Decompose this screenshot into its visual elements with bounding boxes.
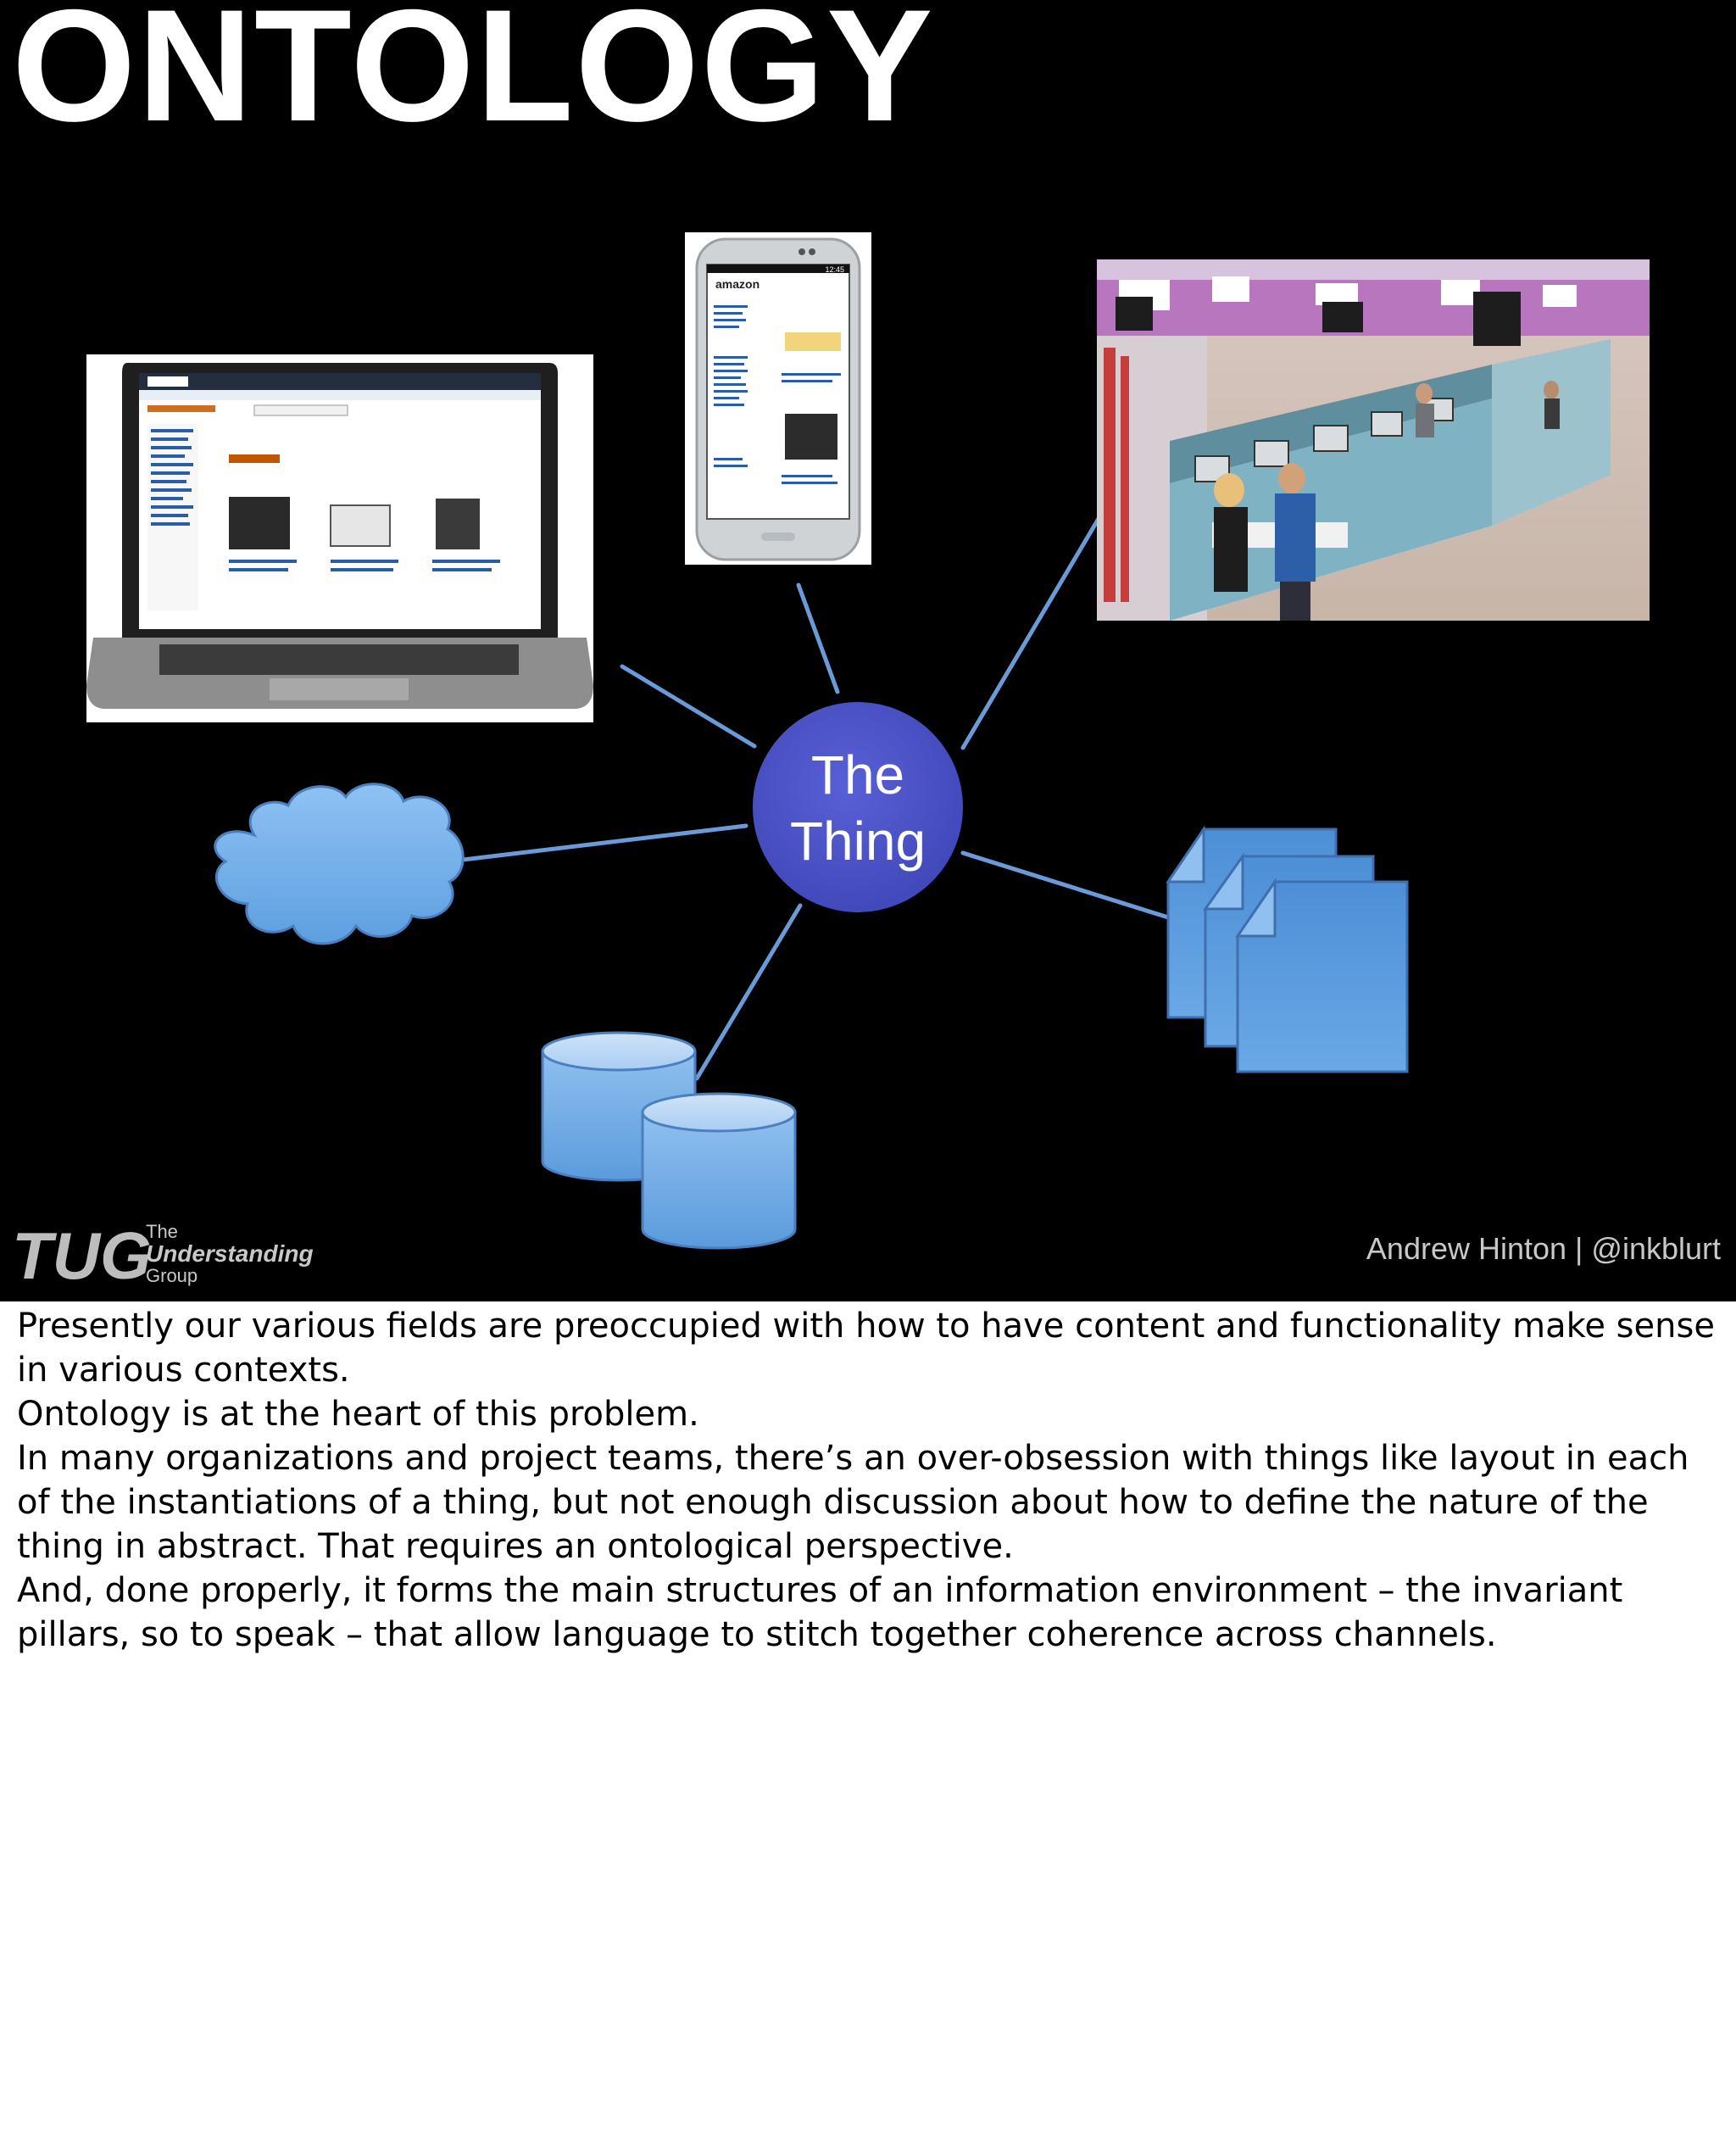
logo-the: The [146,1221,178,1242]
documents-icon [1168,828,1407,1072]
phone-icon [685,232,871,565]
connector-documents [963,853,1168,917]
logo-understanding: Understanding [146,1240,314,1267]
connector-phone [798,585,837,692]
hub-label: The Thing [789,744,926,872]
notes-paragraph: And, done properly, it forms the main structures of an information environment – the invariant pillars, so to speak – that allow language to stitch together coherence across channels. [17,1571,1623,1654]
slide-title: ONTOLOGY [12,0,935,154]
tug-logo-icon [12,1218,152,1293]
connector-database [697,906,800,1078]
notes-paragraph: Ontology is at the heart of this problem. [17,1395,699,1434]
notes-paragraph: Presently our various fields are preoccupied with how to have content and functionality make sense in various contexts. [17,1307,1715,1390]
notes-paragraph: In many organizations and project teams, there’s an over-obsession with things like layout in each of the instantiations of a thing, but not enough discussion about how to define the nature of the thing in abstract. That requires an ontological perspective. [17,1439,1689,1566]
phone-status-time: 12:45 [825,265,844,274]
connector-store [963,517,1099,748]
cloud-icon [215,784,463,944]
store-photo [1097,259,1650,621]
phone-brand: amazon [715,277,760,291]
author-credit: Andrew Hinton | @inkblurt [1366,1231,1721,1266]
logo-group: Group [146,1265,198,1286]
speaker-notes [17,1304,1721,1657]
database-icon [542,1033,795,1248]
connector-cloud [456,826,746,861]
connector-laptop [622,666,754,746]
laptop-icon [86,354,593,722]
logo-wordmark [146,1223,314,1285]
logo-mark: TUG [12,1218,152,1293]
